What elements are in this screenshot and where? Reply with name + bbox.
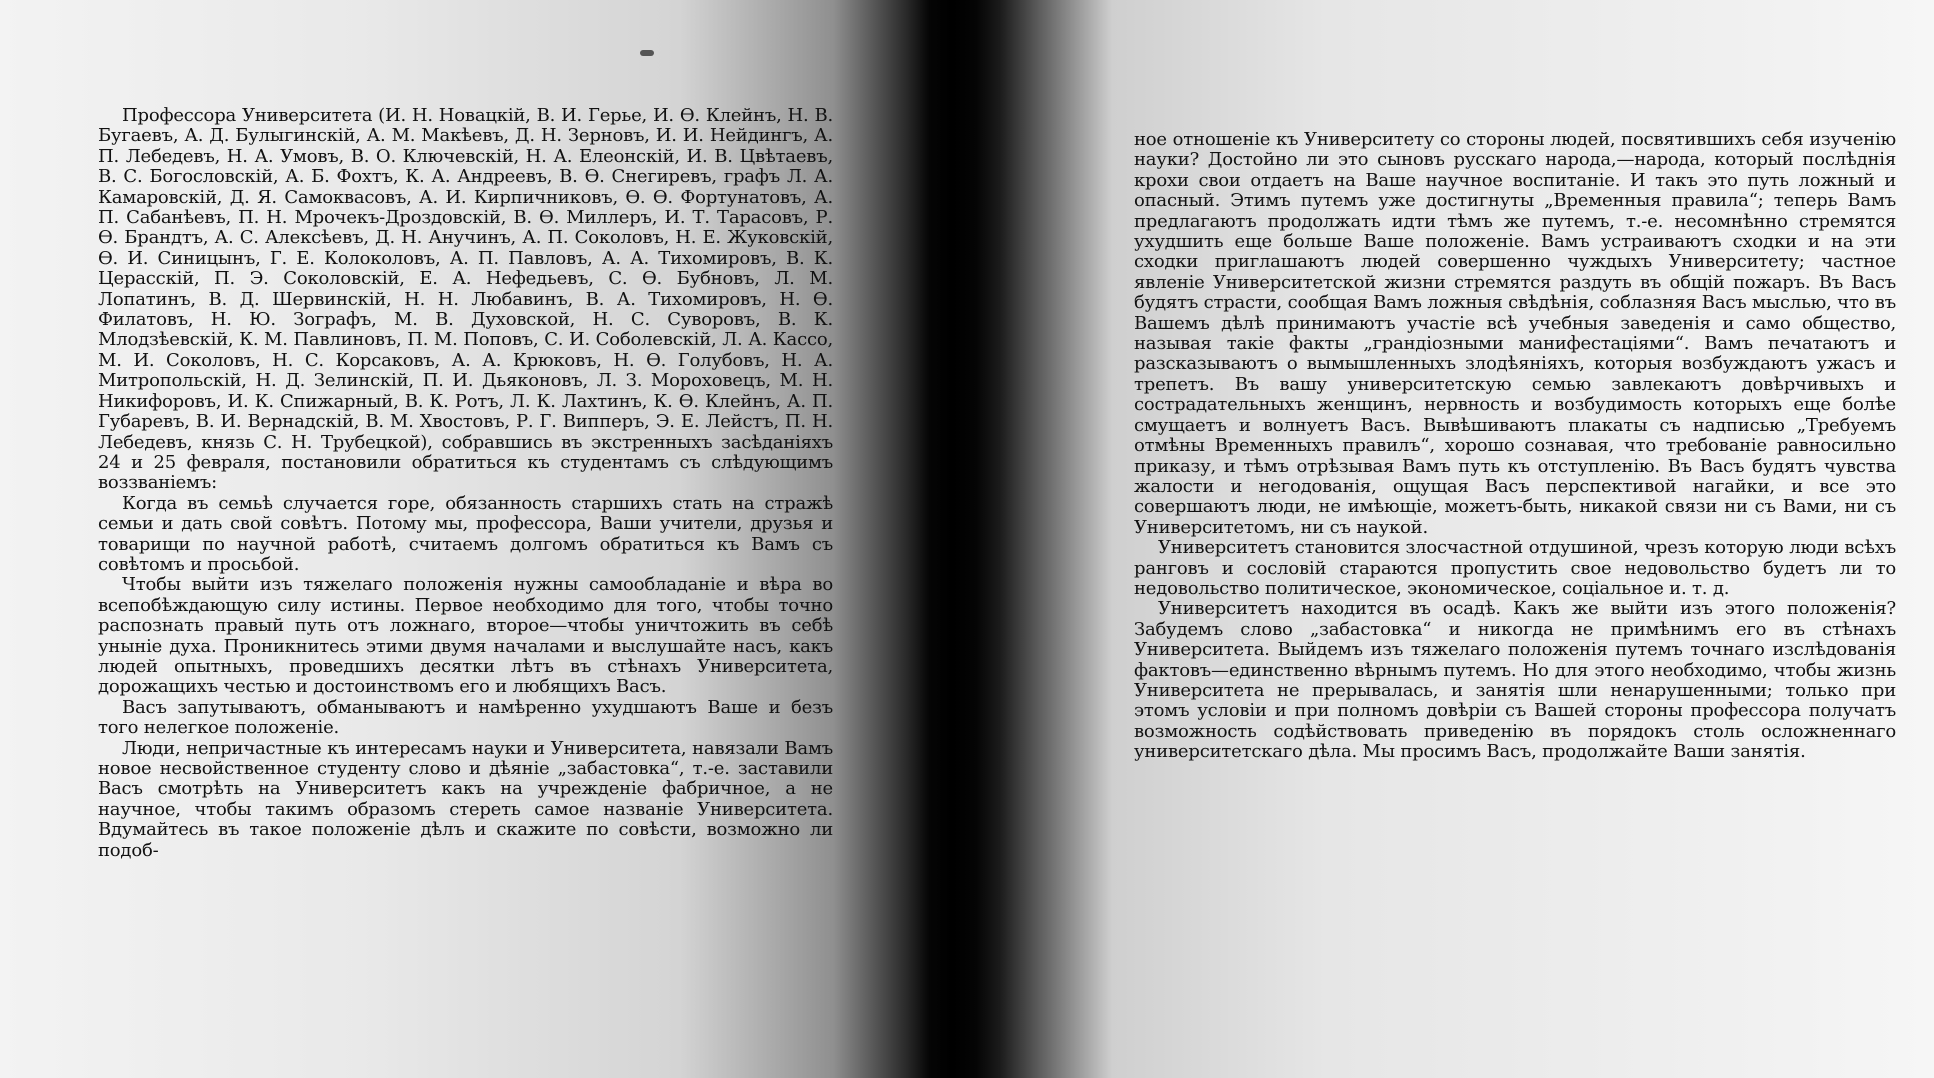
paragraph: Васъ запутываютъ, обманываютъ и намѣренно ухудшаютъ Ваше и безъ того нелегкое положеніе.: [98, 696, 833, 739]
book-gutter: [906, 0, 1000, 1078]
paragraph: Профессора Университета (И. Н. Новацкій, В. И. Герье, И. Ѳ. Клейнъ, Н. В. Бугаевъ, А. Д. Булыгинскій, А. М. Макѣевъ, Д. Н. Зерновъ, И. И. Нейдингъ, А. П. Лебедевъ, Н. А. Умовъ, В. О. Ключевскій, Н. А. Елеонскій, И. В. Цвѣтаевъ, В. С. Богословскій, А. Б. Фохтъ, К. А. Андреевъ, В. Ѳ. Снегиревъ, графъ Л. А. Камаровскій, Д. Я. Самоквасовъ, А. И. Кирпичниковъ, Ѳ. Ѳ. Фортунатовъ, А. П. Сабанѣевъ, П. Н. Мрочекъ-Дроздовскій, В. Ѳ. Миллеръ, И. Т. Тарасовъ, Р. Ѳ. Брандтъ, А. С. Алексѣевъ, Д. Н. Анучинъ, А. П. Соколовъ, Н. Е. Жуковскій, Ѳ. И. Синицынъ, Г. Е. Колоколовъ, А. П. Павловъ, А. А. Тихомировъ, В. К. Церасскій, П. Э. Соколовскій, Е. А. Нефедьевъ, С. Ѳ. Бубновъ, Л. М. Лопатинъ, В. Д. Шервинскій, Н. Н. Любавинъ, В. А. Тихомировъ, Н. Ѳ. Филатовъ, Н. Ю. Зографъ, М. В. Духовской, Н. С. Суворовъ, В. К. Млодзѣевскій, К. М. Павлиновъ, П. М. Поповъ, С. И. Соболевскій, Л. А. Кассо, М. И. Соколовъ, Н. С. Корсаковъ, А. А. Крюковъ, Н. Ѳ. Голубовъ, Н. А. Митропольскій, Н. Д. Зелинскій, П. И. Дьяконовъ, Л. З. Мороховецъ, М. Н. Никифоровъ, И. К. Спижарный, В. К. Ротъ, Л. К. Лахтинъ, К. Ѳ. Клейнъ, А. П. Губаревъ, В. И. Вернадскій, В. М. Хвостовъ, Р. Г. Випперъ, Э. Е. Лейстъ, П. Н. Лебедевъ, князь С. Н. Трубецкой), собравшись въ экстренныхъ засѣданіяхъ 24 и 25 февраля, постановили обратиться къ студентамъ съ слѣдующимъ воззваніемъ:: [98, 105, 833, 494]
left-page-text: [98, 106, 833, 861]
paragraph: Люди, непричастные къ интересамъ науки и Университета, навязали Вамъ новое несвойственное студенту слово и дѣяніе „забастовка“, т.-е. заставили Васъ смотрѣть на Университетъ какъ на учрежденіе фабричное, а не научное, чтобы такимъ образомъ стереть самое названіе Университета. Вдумайтесь въ такое положеніе дѣлъ и скажите по совѣсти, возможно ли подоб-: [98, 737, 833, 861]
paragraph: Чтобы выйти изъ тяжелаго положенія нужны самообладаніе и вѣра во всепобѣждающую силу истины. Первое необходимо для того, чтобы точно распознать правый путь отъ ложнаго, второе—чтобы уничтожить въ себѣ уныніе духа. Проникнитесь этими двумя началами и выслушайте насъ, какъ людей опытныхъ, проведшихъ десятки лѣтъ въ стѣнахъ Университета, дорожащихъ честью и достоинствомъ его и любящихъ Васъ.: [98, 574, 833, 698]
right-page: [1000, 0, 1934, 1078]
paragraph: Университетъ становится злосчастной отдушиной, чрезъ которую люди всѣхъ ранговъ и сословій стараются пропустить свое недовольство будетъ ли то недовольство политическое, экономическое, соціальное и. т. д.: [1134, 537, 1896, 599]
left-page: [0, 0, 906, 1078]
paragraph: Университетъ находится въ осадѣ. Какъ же выйти изъ этого положенія? Забудемъ слово „забастовка“ и никогда не примѣнимъ его въ стѣнахъ Университета. Выйдемъ изъ тяжелаго положенія путемъ точнаго изслѣдованія фактовъ—единственно вѣрнымъ путемъ. Но для этого необходимо, чтобы жизнь Университета не прерывалась, и занятія шли ненарушенными; только при этомъ условіи и при полномъ довѣріи съ Вашей стороны профессора получатъ возможность содѣйствовать приведенію въ порядокъ столь осложненнаго университетскаго дѣла. Мы просимъ Васъ, продолжайте Ваши занятія.: [1134, 598, 1896, 763]
paragraph: ное отношеніе къ Университету со стороны людей, посвятившихъ себя изученію науки? Достойно ли это сыновъ русскаго народа,—народа, который послѣднія крохи свои отдаетъ на Ваше научное воспитаніе. И такъ это путь ложный и опасный. Этимъ путемъ уже достигнуты „Временныя правила“; теперь Вамъ предлагаютъ продолжать идти тѣмъ же путемъ, т.-е. несомнѣнно стремятся ухудшить еще больше Ваше положеніе. Вамъ устраиваютъ сходки и на эти сходки приглашаютъ людей совершенно чуждыхъ Университету; частное явленіе Университетской жизни стремятся раздуть въ общій пожаръ. Въ Васъ будятъ страсти, сообщая Вамъ ложныя свѣдѣнія, соблазняя Васъ мыслью, что въ Вашемъ дѣлѣ принимаютъ участіе всѣ учебныя заведенія и само общество, называя такіе факты „грандіозными манифестаціями“. Вамъ печатаютъ и разсказываютъ о вымышленныхъ злодѣяніяхъ, которыя возбуждаютъ ужасъ и трепетъ. Въ вашу университетскую семью завлекаютъ довѣрчивыхъ и сострадательныхъ женщинъ, нервность и возбудимость которыхъ еще болѣе смущаетъ и волнуетъ Васъ. Вывѣшиваютъ плакаты съ надписью „Требуемъ отмѣны Временныхъ правилъ“, хорошо сознавая, что требованіе равносильно приказу, и тѣмъ отрѣзывая Вамъ путь къ отступленію. Въ Васъ будятъ чувства жалости и негодованія, ощущая Васъ перспективой нагайки, и все это совершаютъ люди, не имѣющіе, можетъ-быть, никакой связи ни съ Вами, ни съ Университетомъ, ни съ наукой.: [1134, 129, 1896, 538]
right-page-text: [1134, 130, 1896, 763]
paragraph: Когда въ семьѣ случается горе, обязанность старшихъ стать на стражѣ семьи и дать свой совѣтъ. Потому мы, профессора, Ваши учители, друзья и товарищи по научной работѣ, считаемъ долгомъ обратиться къ Вамъ съ совѣтомъ и просьбой.: [98, 492, 833, 575]
print-speck: [640, 50, 654, 56]
